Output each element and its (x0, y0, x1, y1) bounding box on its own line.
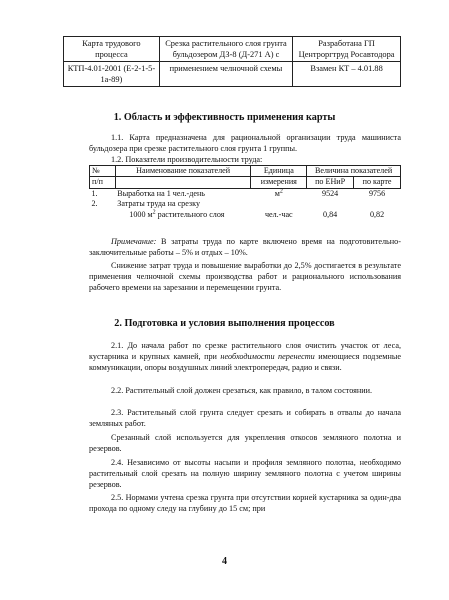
header-replaces: Взамен КТ – 4.01.88 (293, 62, 401, 87)
header-card-code: КТП-4.01-2001 (Е-2-1-5-1а-89) (64, 62, 160, 87)
section-2-paragraph-1: 2.1. До начала работ по срезке растительного слоя очистить участок от леса, кустарника и крупных камней, при необходимости перенести имеющиеся подземные коммуникации, опоры воздушных линий электропередач, радио и связи. (89, 341, 402, 373)
section-1-title: 1. Область и эффективность применения карты (113, 112, 336, 123)
col-name-blank (115, 177, 251, 188)
col-unit: Единица (251, 166, 307, 177)
performance-table (89, 165, 401, 220)
section-2-title: 2. Подготовка и условия выполнения процессов (114, 318, 335, 329)
section-2-paragraph-4: Срезанный слой используется для укрепления откосов земляного полотна и резервов. (89, 433, 401, 454)
section-2-paragraph-2: 2.2. Растительный слой должен срезаться, как правило, в талом состоянии. (111, 386, 373, 395)
page-number: 4 (222, 556, 227, 567)
section-1-paragraph-2: 1.2. Показатели производительности труда: (111, 155, 263, 164)
header-card-type: Карта трудового процесса (64, 37, 160, 62)
col-value-card: по карте (354, 177, 401, 188)
section-2-paragraph-6: 2.5. Нормами учтена срезка грунта при отсутствии корней кустарника за один-два прохода по одному следу на глубину до 15 см; при (89, 493, 401, 514)
col-value-enir: по ЕНиР (307, 177, 354, 188)
section-2-paragraph-5: 2.4. Независимо от высоты насыпи и профиля земляного полотна, необходимо растительный слой срезать на полную ширину земляного полотна с учетом ширины резервов. (89, 458, 401, 490)
col-values: Величина показателей (307, 166, 401, 177)
note-paragraph-2: Снижение затрат труда и повышение выработки до 2,5% достигается в результате применения челночной схемы производства работ и рационального использования рабочего времени на зарезании и перемещении грунта. (89, 261, 401, 293)
table-row: 2. Затраты труда на срезку 1000 $м^2$ растительного слоя чел.-час 0,84 0,82 (91, 199, 385, 219)
header-card-title-cont: применением челночной схемы (159, 62, 292, 87)
col-num: № (90, 166, 116, 177)
col-num-2: п/п (90, 177, 116, 188)
table-row: 1. Выработка на 1 чел.-день $м^2$ 9524 9756 (91, 188, 386, 198)
header-developer: Разработана ГП Центроргтруд Росавтодора (293, 37, 401, 62)
section-1-paragraph-1: 1.1. Карта предназначена для рациональной организации труда машиниста бульдозера при срезке растительного слоя грунта 1 группы. (89, 133, 401, 154)
header-table (63, 36, 401, 87)
col-name: Наименование показателей (115, 166, 251, 177)
header-card-title: Срезка растительного слоя грунта бульдозером ДЗ-8 (Д-271 А) с (159, 37, 292, 62)
section-2-paragraph-3: 2.3. Растительный слой грунта следует срезать и собирать в отвалы до начала земляных работ. (89, 408, 401, 429)
note-paragraph: Примечание: В затраты труда по карте включено время на подготовительно-заключительные работы – 5% и отдых – 10%. (89, 237, 401, 258)
col-unit-2: измерения (251, 177, 307, 188)
